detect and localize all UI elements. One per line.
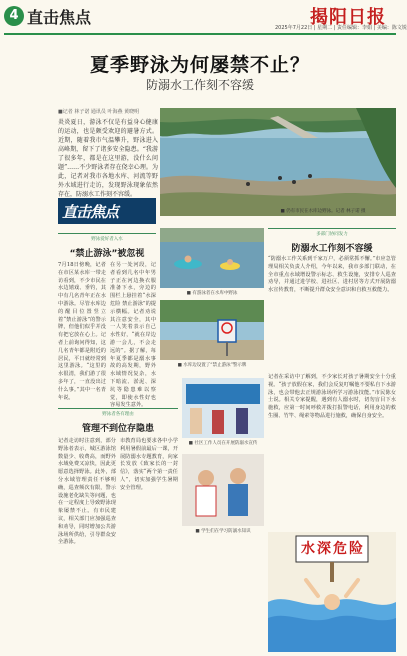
section-3-label: 野泳者各有理由 [102, 412, 134, 417]
kids-photo [182, 454, 264, 526]
column-4-text: “防溺水工作关系到千家万户，必须常抓不懈。”市应急管理局相关负责人介绍，今年以来，我市多部门联动，在全市重点水域增设警示标志、救生设施，安排专人巡查劝导，并通过进学校、进社区、进村居等方式开展防溺水宣传教育，不断提升群众安全意识和自救互救能力。 [268, 256, 396, 294]
article-subtitle: 防溺水工作刻不容缓 [145, 78, 254, 92]
section-1-label: 野泳爱好者入水 [91, 237, 123, 242]
newspaper-brand: 揭阳日报 [310, 7, 386, 28]
section-rule [58, 408, 178, 409]
banner-text: 直击焦点 [62, 203, 119, 221]
column-2-text: 在另一处河段，记者看到几名中年男子正在河边换衣服准备下水，旁边的围栏上悬挂着“水深危险 禁止游泳”的提示横幅。记者劝说其注意安全，其中一人笑着表示自己水性好，“就在岸边游一会儿，不会走远的”。据了解，每年夏季都是溺水事故的高发期，野外水域情况复杂，水下暗流、淤泥、深坑等隐患难以察觉，即使水性好也容易发生意外。 [110, 262, 156, 409]
float-photo [160, 228, 264, 288]
column-3-text: 记者走访时注意到，部分野泳者表示，城区游泳馆数量少、收费高，而野外水域免费又凉快，因此更愿意选择野泳。此外，部分水域管理责任不够明确，巡查频次有限，警示设施老化缺失等问题，也在一定程度上导致野泳现象屡禁不止。有市民建议，相关部门应加强巡查和劝导，同时增加公共游泳场所供给，引导群众安全游泳。 [58, 438, 116, 546]
warning-text: 水深危险 [301, 541, 365, 557]
warning-sign-illustration [160, 300, 264, 360]
section-2-title: 防溺水工作刻不容缓 [291, 244, 373, 254]
header-divider [4, 33, 396, 35]
reservoir-illustration [160, 108, 396, 216]
column-1-text: 7月18日傍晚，记者在市区某水库一带走访看到，不少市民在水边嬉戏、垂钓，其中有几名青年正在水中游泳。尽管水库边的醒目位置竖立着“禁止游泳”的警示牌，但他们似乎并没有把它放在心上。记者上前询问得知，这几名青年都是附近的居民，平日就经常到这里游泳。“这里的水很清，我们游了很多年了，一直没出过什么事。”其中一名青年说。 [58, 262, 106, 401]
main-photo-caption: ■ 仍有市民在水库边野泳。记者 林子诺 摄 [280, 209, 366, 214]
section-1-title: “禁止游泳”被忽视 [69, 249, 145, 259]
sign-photo [160, 300, 264, 360]
column-6-text: 记者在采访中了解到，不少家长对孩子暑期安全十分重视。“孩子放假在家，我们会反复叮嘱他不要私自下水游泳，也会带他去正规游泳场所学习游泳技能。”市民陈女士说。相关专家提醒，遇到有人溺水时，切勿盲目下水施救，应第一时间呼救并拨打报警电话，利用身边的救生圈、竹竿、绳索等物品进行施救，确保自身安全。 [268, 374, 396, 419]
reservoir-photo [160, 108, 396, 216]
sign-photo-caption: ■ 水库边设置了“禁止游泳”警示牌 [177, 363, 247, 368]
float-photo-caption: ■ 有游泳者在水库中野泳 [186, 291, 238, 296]
section-2-label: 多部门协同发力 [316, 232, 348, 237]
swimmer-illustration [160, 228, 264, 288]
ad-photo [182, 378, 264, 438]
issue-line: 2025年7月22日 | 星期二 | 责任编辑：李娟 | 美编：陈文锐 [275, 25, 407, 31]
article-lead: 炎炎夏日，游泳不仅是有益身心健康的运动，也是颇受欢迎的避暑方式。近期，随着我市气温攀升，野泳进入高峰期，留下了诸多安全隐患。“我游了很多年，都是在这里游，没什么问题”……不少野泳者存在侥幸心理。为此，记者对我市各地水库、河流等野外水域进行走访，发现野泳现象依然存在，防溺水工作刻不容缓。 [58, 119, 158, 198]
section-title: 直击焦点 [27, 8, 92, 27]
column-5-text: 市教育局也要求各中小学利用暑假前最后一课，开展防溺水专题教育，向家长发放《致家长的一封信》，落实“两个第一责任人”，切实加强学生暑期安全管理。 [120, 438, 178, 491]
page-header [0, 0, 407, 34]
section-rule [268, 228, 396, 229]
students-illustration [182, 454, 264, 526]
section-banner [58, 198, 156, 224]
warning-illustration-panel [268, 532, 396, 652]
article-title: 夏季野泳为何屡禁不止？ [89, 54, 310, 76]
kids-photo-caption: ■ 学生们在学习防溺水知识 [195, 529, 251, 534]
article-byline: ■记者 林子诺 通讯员 叶海燕 黄晓明 [58, 109, 140, 115]
section-number-badge: 4 [4, 6, 24, 26]
community-illustration [182, 378, 264, 438]
section-rule [58, 233, 156, 234]
section-3-title: 管理不到位存隐患 [81, 424, 154, 434]
ad-photo-caption: ■ 社区工作人员在开展防溺水宣传 [188, 441, 258, 446]
